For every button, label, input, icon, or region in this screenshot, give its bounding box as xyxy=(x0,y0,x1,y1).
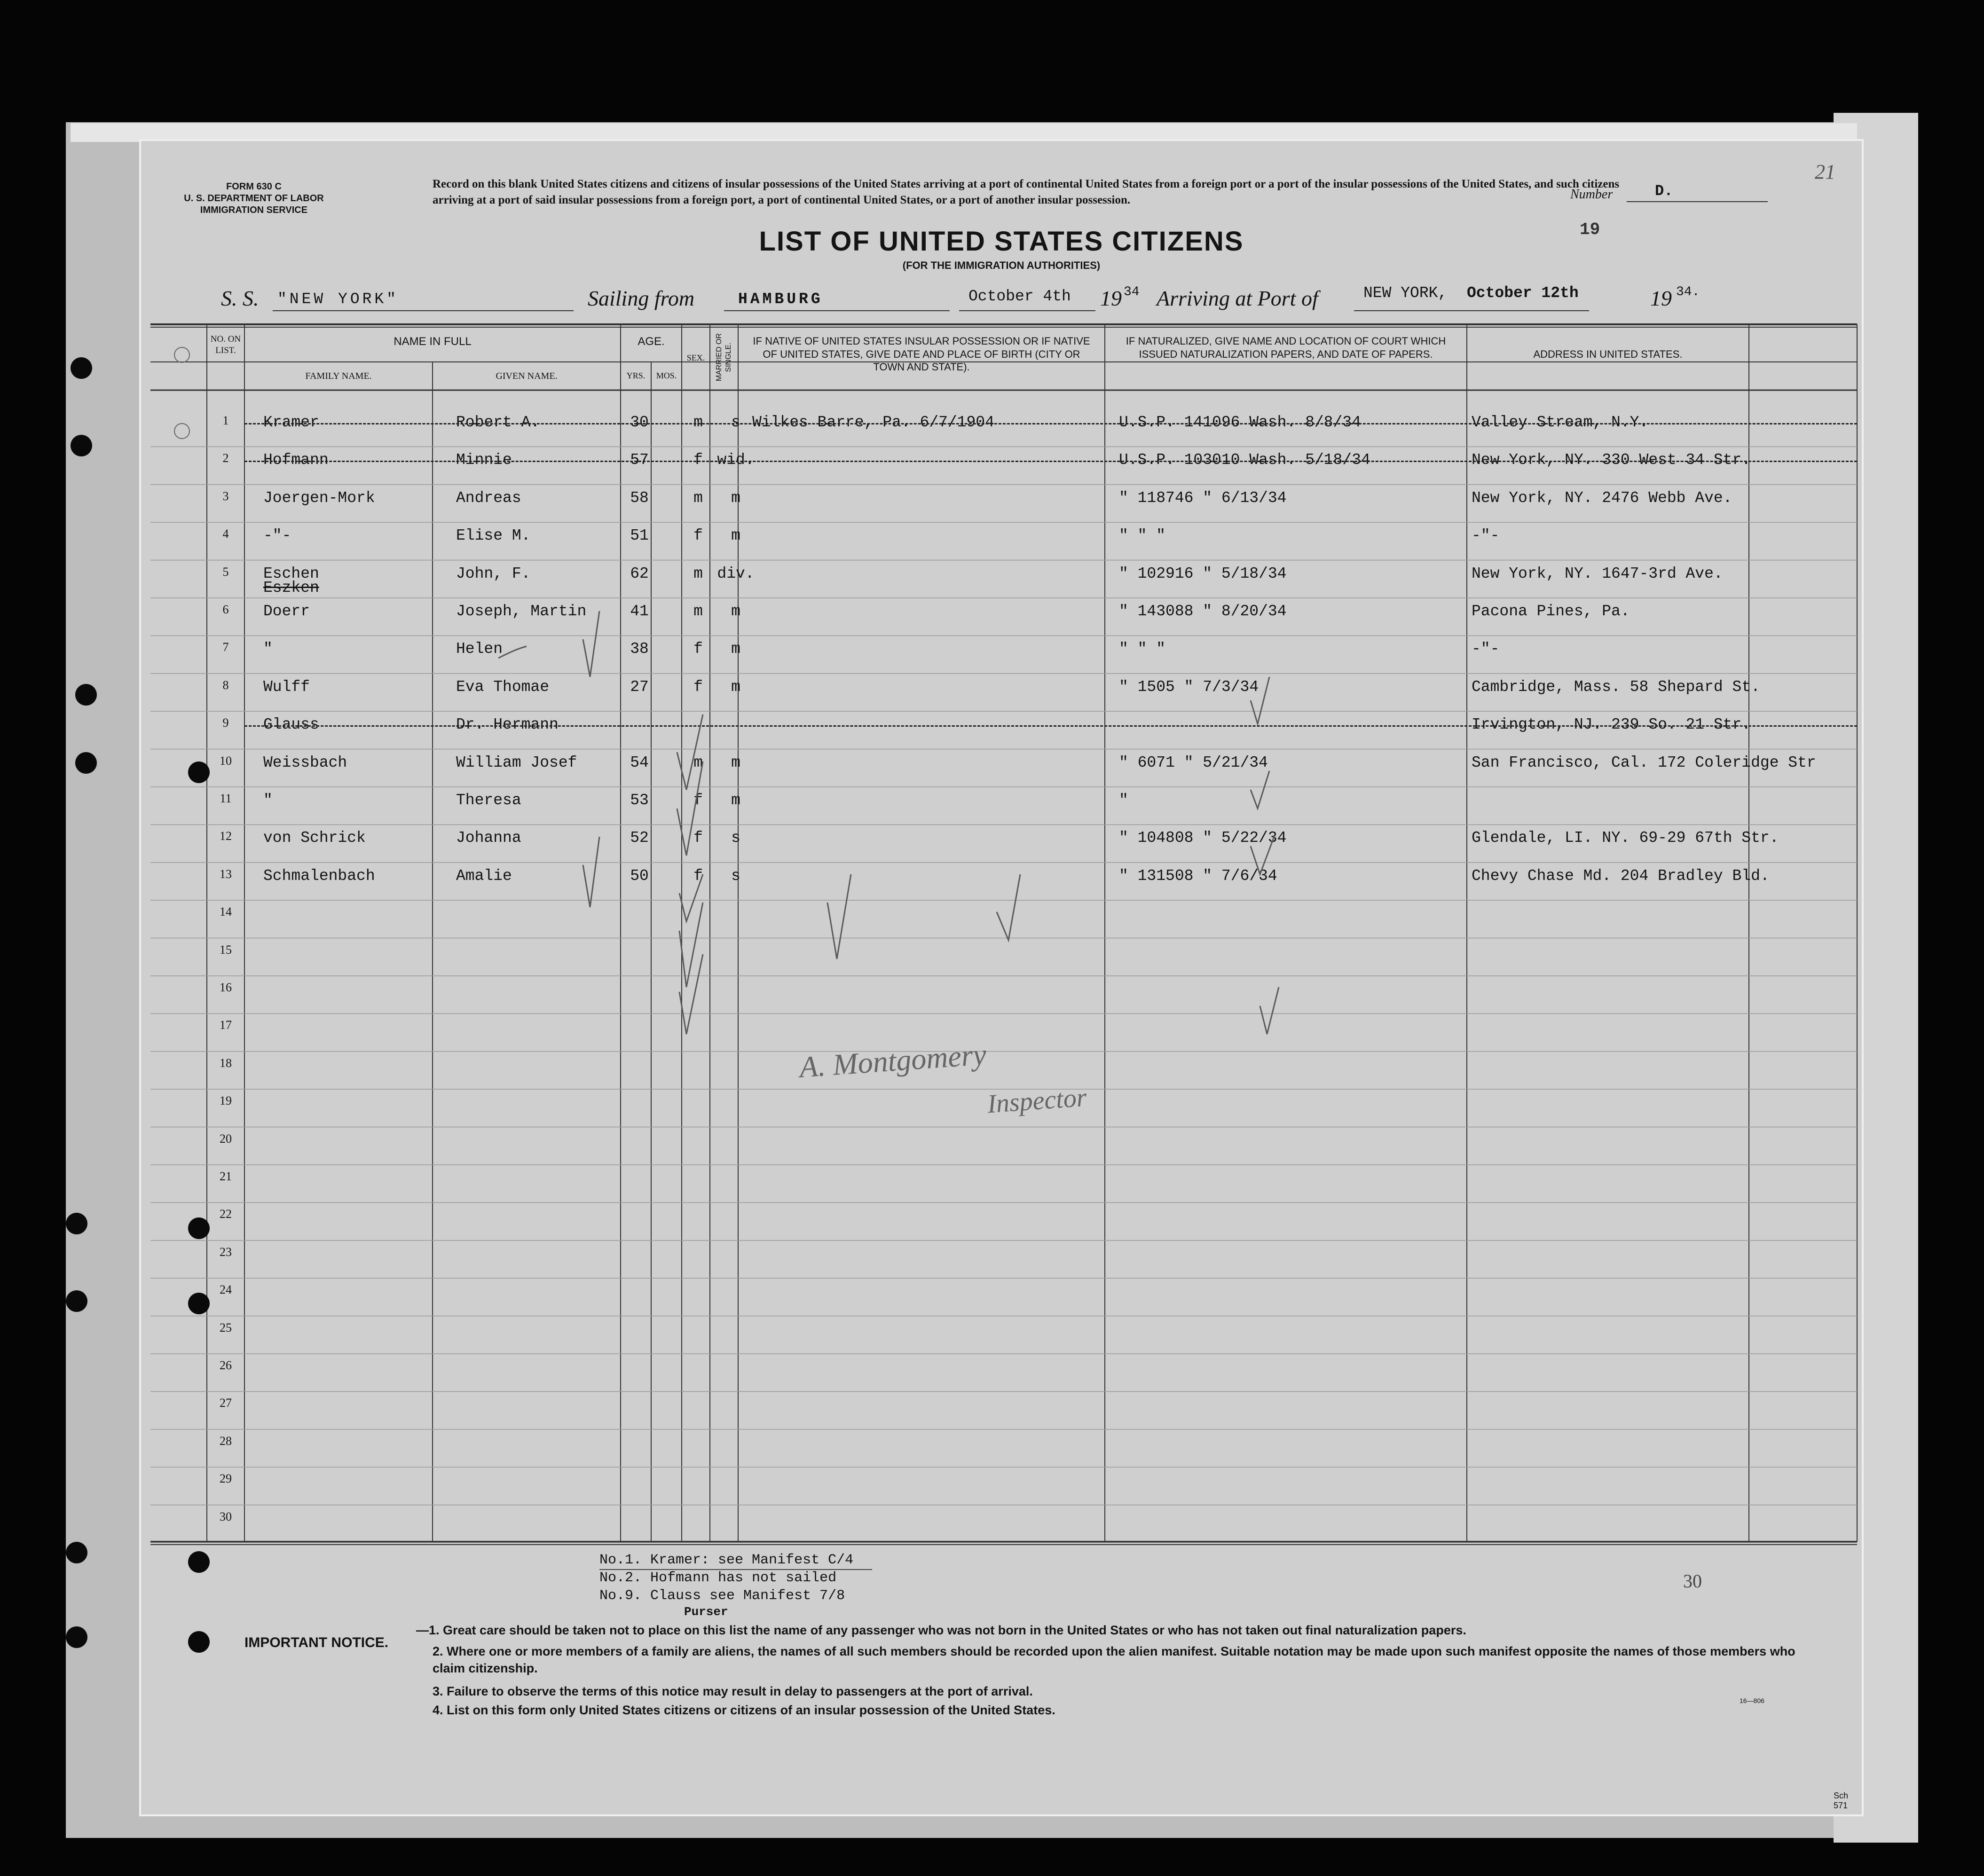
us-address: -"- xyxy=(1472,640,1500,658)
row-number: 18 xyxy=(220,1056,232,1070)
naturalization-info: U.S.P. 103010 Wash. 5/18/34 xyxy=(1119,451,1370,469)
page-number: 30 xyxy=(1683,1570,1702,1592)
sailing-label: Sailing from xyxy=(588,286,695,310)
punch-hole xyxy=(71,357,92,379)
col-address: ADDRESS IN UNITED STATES. xyxy=(1533,348,1683,360)
row-number: 13 xyxy=(220,867,232,881)
col-naturalized: IF NATURALIZED, GIVE NAME AND LOCATION OF COURT WHICH ISSUED NATURALIZATION PAPERS, AND DATE OF PAPERS. xyxy=(1126,335,1446,360)
naturalization-info: " 131508 " 7/6/34 xyxy=(1119,867,1277,885)
punch-hole xyxy=(188,1217,210,1239)
sex: f xyxy=(693,527,703,545)
family-name: Kramer xyxy=(263,414,319,431)
marital-status: m xyxy=(731,792,740,809)
age-years: 62 xyxy=(630,565,649,582)
notice-item: 4. List on this form only United States citizens or citizens of an insular possession of the United States. xyxy=(433,1703,1055,1717)
marital-status: m xyxy=(731,489,740,507)
sch-code: Sch 571 xyxy=(1834,1791,1849,1810)
naturalization-info: " 102916 " 5/18/34 xyxy=(1119,565,1287,582)
given-name: Eva Thomae xyxy=(456,678,550,696)
col-name-in-full: NAME IN FULL xyxy=(394,335,472,348)
punch-hole xyxy=(188,1631,210,1653)
naturalization-info: " 143088 " 8/20/34 xyxy=(1119,603,1287,620)
given-name: Robert A. xyxy=(456,414,540,431)
check-marks xyxy=(141,141,1862,1814)
family-name: von Schrick xyxy=(263,829,366,847)
row-number: 29 xyxy=(220,1472,232,1486)
manifest-page xyxy=(141,141,1862,1814)
ss-label: S. S. xyxy=(221,286,259,310)
row-number: 10 xyxy=(220,754,232,768)
row-number: 9 xyxy=(222,716,229,730)
col-married: MARRIED OR SINGLE. xyxy=(715,333,732,382)
punch-hole xyxy=(188,761,210,783)
inspector-signature: A. Montgomery xyxy=(798,1037,988,1084)
given-name: Theresa xyxy=(456,792,521,809)
top-sheet-edge xyxy=(71,123,1857,142)
marital-status: s xyxy=(731,829,740,847)
number-value: D. xyxy=(1655,182,1673,200)
col-mos: MOS. xyxy=(656,371,677,380)
punch-hole xyxy=(188,1293,210,1314)
punch-hole xyxy=(188,1551,210,1573)
naturalization-info: " " " xyxy=(1119,640,1166,658)
us-address: San Francisco, Cal. 172 Coleridge Str xyxy=(1472,754,1816,771)
marital-status: m xyxy=(731,640,740,658)
sail-year: 34 xyxy=(1124,285,1140,299)
age-years: 51 xyxy=(630,527,649,545)
row-number: 14 xyxy=(220,905,232,919)
age-years: 58 xyxy=(630,489,649,507)
marital-status: div. xyxy=(717,565,755,582)
age-years: 53 xyxy=(630,792,649,809)
inspector-title: Inspector xyxy=(986,1083,1088,1119)
family-name: Glauss xyxy=(263,716,319,734)
row-number: 12 xyxy=(220,829,232,843)
sex: f xyxy=(693,678,703,696)
row-number: 16 xyxy=(220,981,232,994)
sex: f xyxy=(693,792,703,809)
sail-year-prefix: 19 xyxy=(1100,286,1122,310)
col-sex: SEX. xyxy=(686,353,705,362)
given-name: Johanna xyxy=(456,829,521,847)
punch-hole xyxy=(75,752,97,774)
sex: f xyxy=(693,867,703,885)
given-name: John, F. xyxy=(456,565,531,582)
age-years: 57 xyxy=(630,451,649,469)
age-years: 30 xyxy=(630,414,649,431)
given-name: Elise M. xyxy=(456,527,531,545)
given-name: Joseph, Martin xyxy=(456,603,587,620)
row-number: 24 xyxy=(220,1283,232,1297)
us-address: New York, NY. 2476 Webb Ave. xyxy=(1472,489,1732,507)
naturalization-info: " 104808 " 5/22/34 xyxy=(1119,829,1287,847)
family-name: Joergen-Mork xyxy=(263,489,375,507)
notice-heading: IMPORTANT NOTICE. xyxy=(244,1635,389,1650)
row-number: 21 xyxy=(220,1170,232,1183)
given-name: Amalie xyxy=(456,867,512,885)
naturalization-info: " " " xyxy=(1119,527,1166,545)
naturalization-info: U.S.P. 141096 Wash. 8/8/34 xyxy=(1119,414,1361,431)
row-number: 28 xyxy=(220,1434,232,1448)
notice-item: —1. Great care should be taken not to place on this list the name of any passenger who was not born in the United States or who has not taken out final naturalization papers. xyxy=(416,1623,1466,1637)
notice-item: 3. Failure to observe the terms of this notice may result in delay to passengers at the port of arrival. xyxy=(433,1684,1033,1698)
arrival-port: NEW YORK, xyxy=(1363,284,1448,302)
col-age: AGE. xyxy=(638,335,665,348)
punch-hole xyxy=(71,435,92,456)
col-native: IF NATIVE OF UNITED STATES INSULAR POSSESSION OR IF NATIVE OF UNITED STATES, GIVE DATE AND PLACE OF BIRTH (CITY OR TOWN AND STATE). xyxy=(753,335,1090,373)
row-number: 22 xyxy=(220,1207,232,1221)
dept-name: U. S. DEPARTMENT OF LABOR xyxy=(184,193,324,204)
us-address: New York, NY. 330 West 34 Str. xyxy=(1472,451,1751,469)
row-number: 15 xyxy=(220,942,232,957)
form-number: FORM 630 C xyxy=(226,181,282,192)
note-line: No.2. Hofmann has not sailed xyxy=(599,1570,837,1586)
punch-hole xyxy=(66,1213,87,1234)
family-name: Eschen xyxy=(263,565,319,582)
us-address: Glendale, LI. NY. 69-29 67th Str. xyxy=(1472,829,1779,847)
age-years: 50 xyxy=(630,867,649,885)
family-name: Schmalenbach xyxy=(263,867,375,885)
age-years: 38 xyxy=(630,640,649,658)
punch-hole xyxy=(66,1542,87,1563)
row-number: 5 xyxy=(222,565,229,579)
age-years: 54 xyxy=(630,754,649,771)
us-address: -"- xyxy=(1472,527,1500,545)
marital-status: wid. xyxy=(717,451,755,469)
row-number: 6 xyxy=(222,603,229,616)
row-number: 20 xyxy=(220,1131,232,1146)
number-label: Number xyxy=(1570,187,1613,202)
family-name: Hofmann xyxy=(263,451,329,469)
row-number: 1 xyxy=(222,414,229,427)
arriving-label: Arriving at Port of xyxy=(1157,286,1318,310)
sex: f xyxy=(693,451,703,469)
col-no: NO. ON LIST. xyxy=(210,334,241,355)
given-name: Dr. Hermann xyxy=(456,716,559,734)
marital-status: m xyxy=(731,603,740,620)
instructions-text: Record on this blank United States citizens and citizens of insular possessions of the United States arriving at a port of continental United States from a foreign port or a port of the insular possessions of the United States, and such citizens arriving at a port of said insular possessions from a foreign port, a port of continental United States, or a port of another insular possession. xyxy=(433,178,1620,206)
page-title: LIST OF UNITED STATES CITIZENS xyxy=(759,226,1244,257)
punch-hole xyxy=(75,684,97,706)
family-name: " xyxy=(263,640,273,658)
corner-mark: 21 xyxy=(1815,160,1835,183)
given-name: Andreas xyxy=(456,489,521,507)
col-family: FAMILY NAME. xyxy=(305,371,372,381)
row-number: 23 xyxy=(220,1245,232,1259)
family-name: " xyxy=(263,792,273,809)
row-number: 7 xyxy=(222,640,229,654)
manifest-notes xyxy=(599,1551,853,1619)
age-years: 41 xyxy=(630,603,649,620)
family-name: Doerr xyxy=(263,603,310,620)
col-given: GIVEN NAME. xyxy=(496,371,558,381)
sex: m xyxy=(693,603,703,620)
arrival-date: October 12th xyxy=(1467,284,1579,302)
list-number: 19 xyxy=(1580,220,1600,239)
row-number: 27 xyxy=(220,1396,232,1410)
family-name: -"- xyxy=(263,527,291,545)
col-yrs: YRS. xyxy=(626,371,646,380)
us-address: New York, NY. 1647-3rd Ave. xyxy=(1472,565,1723,582)
page-subtitle: (FOR THE IMMIGRATION AUTHORITIES) xyxy=(902,259,1101,271)
row-number: 25 xyxy=(220,1320,232,1334)
row-number: 19 xyxy=(220,1094,232,1108)
punch-hole xyxy=(66,1626,87,1648)
marital-status: m xyxy=(731,754,740,771)
purser-label: Purser xyxy=(684,1605,728,1619)
sex: f xyxy=(693,640,703,658)
given-name: Helen xyxy=(456,640,503,658)
note-line: No.1. Kramer: see Manifest C/4 xyxy=(599,1552,854,1568)
arrival-year: 34. xyxy=(1676,285,1700,299)
sex: f xyxy=(693,829,703,847)
sex: m xyxy=(693,489,703,507)
row-number: 26 xyxy=(220,1358,232,1372)
punch-hole xyxy=(66,1290,87,1312)
us-address: Chevy Chase Md. 204 Bradley Bld. xyxy=(1472,867,1770,885)
note-line: No.9. Clauss see Manifest 7/8 xyxy=(599,1588,845,1604)
naturalization-info: " 118746 " 6/13/34 xyxy=(1119,489,1287,507)
age-years: 27 xyxy=(630,678,649,696)
us-address: Cambridge, Mass. 58 Shepard St. xyxy=(1472,678,1760,696)
given-name: Minnie xyxy=(456,451,512,469)
us-address: Valley Stream, N.Y. xyxy=(1472,414,1649,431)
service-name: IMMIGRATION SERVICE xyxy=(200,205,308,215)
row-number: 2 xyxy=(222,451,229,465)
naturalization-info: " xyxy=(1119,792,1128,809)
marital-status: m xyxy=(731,527,740,545)
row-number: 11 xyxy=(220,792,232,805)
sex: m xyxy=(693,565,703,582)
row-number: 4 xyxy=(222,527,229,541)
naturalization-info: " 6071 " 5/21/34 xyxy=(1119,754,1268,771)
ship-name: "NEW YORK" xyxy=(277,290,399,308)
us-address: Irvington, NJ. 239 So. 21 Str. xyxy=(1472,716,1751,734)
notes-underline xyxy=(599,1569,872,1570)
struck-family-name: Eszken xyxy=(263,579,319,597)
us-address: Pacona Pines, Pa. xyxy=(1472,603,1630,620)
sail-date: October 4th xyxy=(968,288,1071,305)
arrival-year-prefix: 19 xyxy=(1650,286,1672,310)
marital-status: s xyxy=(731,867,740,885)
naturalization-info: " 1505 " 7/3/34 xyxy=(1119,678,1259,696)
sex: m xyxy=(693,754,703,771)
notice-item: 2. Where one or more members of a family are aliens, the names of all such members should be recorded upon the alien manifest. Suitable notation may be made upon such manifest opposite the names of those members who claim citizenship. xyxy=(433,1644,1795,1675)
family-name: Wulff xyxy=(263,678,310,696)
print-code: 16—806 xyxy=(1740,1697,1764,1704)
row-number: 3 xyxy=(222,489,229,503)
age-years: 52 xyxy=(630,829,649,847)
marital-status: m xyxy=(731,678,740,696)
row-number: 17 xyxy=(220,1018,232,1032)
from-port: HAMBURG xyxy=(738,290,823,308)
sex: m xyxy=(693,414,703,431)
birth-info: Wilkes Barre, Pa. 6/7/1904 xyxy=(752,414,994,431)
family-name: Weissbach xyxy=(263,754,347,771)
row-number: 8 xyxy=(222,678,229,692)
row-number: 30 xyxy=(220,1509,232,1523)
marital-status: s xyxy=(731,414,740,431)
given-name: William Josef xyxy=(456,754,577,771)
